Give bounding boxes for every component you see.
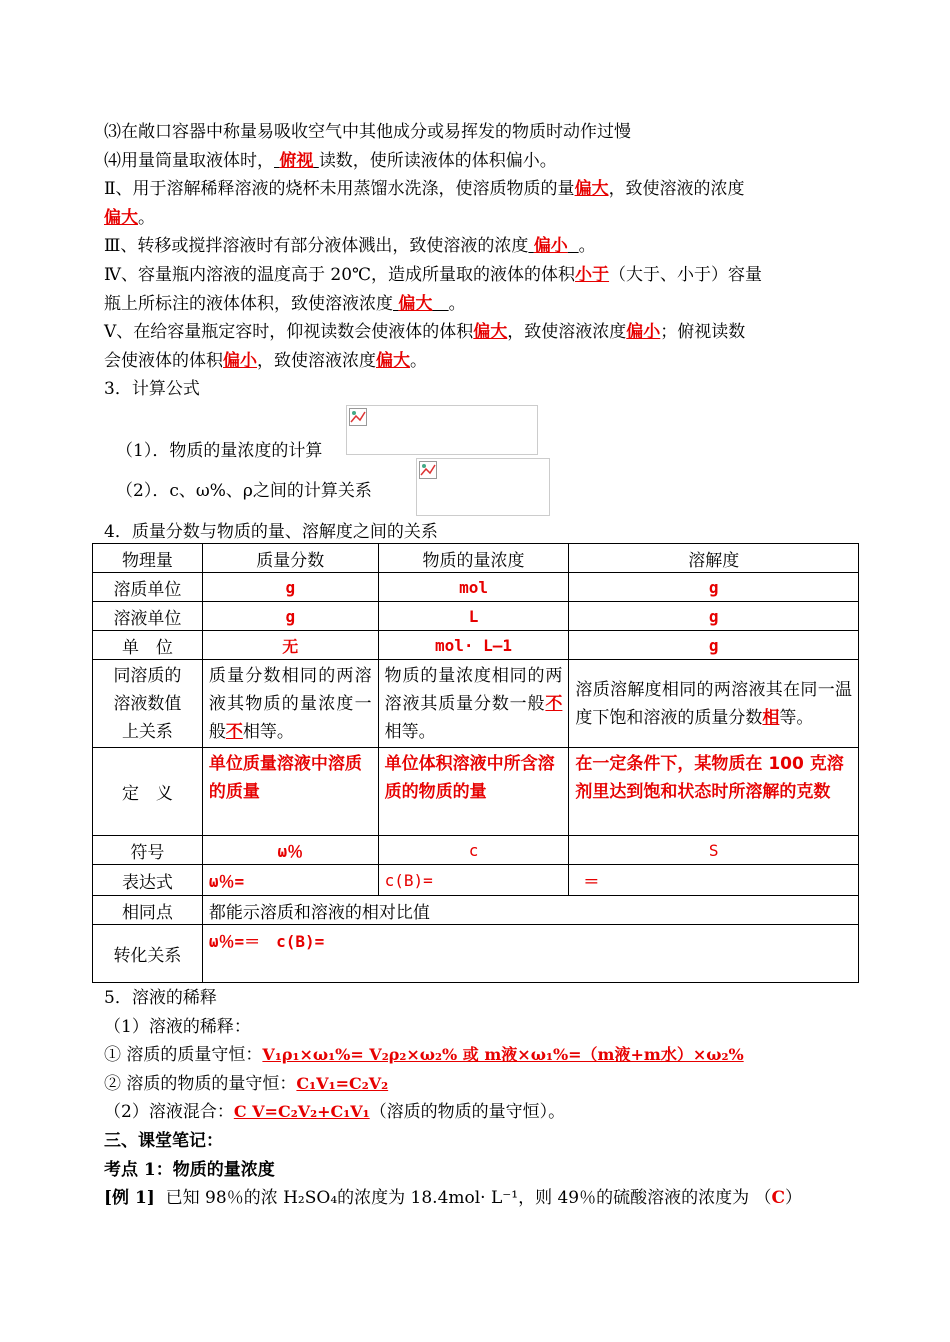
label-line: 上关系 <box>121 721 173 742</box>
error-V-mid3: ，致使溶液浓度 <box>257 350 376 371</box>
table-header-row <box>93 544 859 573</box>
table-cell: 在一定条件下，某物质在 100 克溶剂里达到饱和状态时所溶解的克数 <box>569 748 859 836</box>
cell-text: 质量分数相同的两溶液其物质的量浓度一般 <box>208 665 372 742</box>
table-row <box>93 925 859 983</box>
table-row <box>93 865 859 896</box>
example-1 <box>104 1184 856 1213</box>
answer-blank: 俯视 <box>279 150 314 171</box>
table-cell: ω％=＝ c(B)= <box>202 925 858 983</box>
error-item-3: ⑶在敞口容器中称量易吸收空气中其他成分或易挥发的物质时动作过慢 <box>104 122 631 142</box>
table-cell: 单位质量溶液中溶质的质量 <box>202 748 378 836</box>
broken-image-icon <box>349 408 367 426</box>
error-IV-pre: Ⅳ、容量瓶内溶液的温度高于 20℃，造成所量取的液体的体积 <box>104 264 576 285</box>
error-IV-line2: 瓶上所标注的液体体积，致使溶液浓度 <box>104 293 393 314</box>
table-cell: 都能示溶质和溶液的相对比值 <box>202 896 858 925</box>
punct: 。 <box>138 207 155 228</box>
dilution-law2 <box>104 1070 856 1099</box>
table-cell: mol· L—1 <box>378 631 569 660</box>
law-label: ② 溶质的物质的量守恒： <box>104 1073 297 1094</box>
document-body <box>104 118 856 404</box>
table-row <box>93 573 859 602</box>
blank-underline <box>568 236 579 256</box>
error-item-IV-cont <box>104 290 856 319</box>
answer-blank: 相 <box>762 707 780 728</box>
error-V-line2: 会使液体的体积 <box>104 350 223 371</box>
row-label <box>93 660 203 748</box>
formula-image-2 <box>416 458 550 516</box>
formula-item-2: （2）．c、ω%、ρ之间的计算关系 <box>116 481 372 501</box>
dilution-law1 <box>104 1041 856 1070</box>
paren: ） <box>785 1188 803 1209</box>
example-answer: C <box>771 1188 786 1209</box>
table-cell <box>378 660 569 748</box>
table-cell: S <box>569 836 859 865</box>
error-4-post: 读数，使所读液体的体积偏小。 <box>318 150 557 171</box>
example-text: 已知 98％的浓 H₂SO₄的浓度为 18.4mol· L⁻¹，则 49％的硫酸溶液的浓度为 <box>165 1188 750 1209</box>
table-cell: g <box>202 602 378 631</box>
row-label: 定 义 <box>93 748 203 836</box>
cell-text: 等。 <box>779 707 814 728</box>
table-cell: g <box>569 631 859 660</box>
answer-blank: 偏小 <box>626 322 661 343</box>
row-label: 符号 <box>93 836 203 865</box>
example-label: [例 1] <box>104 1188 155 1209</box>
table-header: 物质的量浓度 <box>378 544 569 573</box>
table-cell: ω％ <box>202 836 378 865</box>
punct: 。 <box>578 236 596 257</box>
answer-formula: C₁V₁=C₂V₂ <box>296 1073 389 1093</box>
cell-text: 溶质溶解度相同的两溶液其在同一温度下饱和溶液的质量分数 <box>575 679 852 728</box>
formula-item-1: （1）．物质的量浓度的计算 <box>116 441 323 461</box>
answer-blank: 偏大 <box>473 322 508 343</box>
broken-image-icon <box>419 461 437 479</box>
error-V-pre: Ⅴ、在给容量瓶定容时，仰视读数会使液体的体积 <box>104 322 474 343</box>
error-V-mid2: ；俯视读数 <box>660 322 746 343</box>
notes-heading: 三、课堂笔记： <box>104 1130 223 1151</box>
table-row <box>93 748 859 836</box>
table-row <box>93 631 859 660</box>
label-line: 溶液数值 <box>113 693 182 714</box>
formula-image-1 <box>346 405 538 455</box>
cell-text: 相等。 <box>384 721 436 742</box>
error-item-III <box>104 232 856 261</box>
table-cell: ω％= <box>202 865 378 896</box>
table-cell: g <box>202 573 378 602</box>
dilution-mix <box>104 1098 856 1127</box>
table-cell: ＝ <box>569 865 859 896</box>
row-label: 溶液单位 <box>93 602 203 631</box>
error-IV-mid: （大于、小于）容量 <box>609 264 763 285</box>
cell-text: 相等。 <box>242 721 294 742</box>
table-row <box>93 660 859 748</box>
error-II-mid: ，致使溶液的浓度 <box>608 179 745 200</box>
table-row <box>93 836 859 865</box>
dilution-sub1: （1）溶液的稀释： <box>104 1016 251 1037</box>
answer-blank: 偏小 <box>223 350 257 371</box>
blank-underline <box>432 294 448 314</box>
answer-blank: 偏大 <box>104 207 138 228</box>
point-1-heading: 考点 1：物质的量浓度 <box>104 1159 275 1180</box>
label-line: 同溶质的 <box>113 665 182 686</box>
section-5-heading: 5．溶液的稀释 <box>104 988 217 1008</box>
paren: （ <box>754 1188 772 1209</box>
answer-formula: C V=C₂V₂+C₁V₁ <box>233 1102 370 1122</box>
row-label: 转化关系 <box>93 925 203 983</box>
section-3-heading: 3．计算公式 <box>104 379 200 400</box>
answer-formula: V₁ρ₁×ω₁%= V₂ρ₂×ω₂% 或 m液×ω₁%=（m液+m水）×ω₂% <box>262 1045 744 1065</box>
error-III-pre: Ⅲ、转移或搅拌溶液时有部分液体溅出，致使溶液的浓度 <box>104 236 529 257</box>
error-4-pre: ⑷用量筒量取液体时， <box>104 150 274 171</box>
error-item-4 <box>104 147 856 176</box>
table-cell: mol <box>378 573 569 602</box>
row-label: 溶质单位 <box>93 573 203 602</box>
law-label: （2）溶液混合： <box>104 1102 234 1123</box>
answer-blank: 小于 <box>575 264 610 285</box>
table-cell <box>569 660 859 748</box>
row-label: 单 位 <box>93 631 203 660</box>
error-item-II <box>104 175 856 204</box>
row-label: 表达式 <box>93 865 203 896</box>
punct: 。 <box>448 293 466 314</box>
punct: 。 <box>410 350 427 371</box>
law-note: （溶质的物质的量守恒）。 <box>369 1102 566 1123</box>
section-4-heading: 4．质量分数与物质的量、溶解度之间的关系 <box>104 522 438 542</box>
table-cell: c(B)= <box>378 865 569 896</box>
error-V-mid: ，致使溶液浓度 <box>507 322 627 343</box>
law-label: ① 溶质的质量守恒： <box>104 1045 263 1066</box>
answer-blank: 不 <box>225 721 243 742</box>
error-item-II-cont <box>104 204 856 233</box>
table-cell: 无 <box>202 631 378 660</box>
row-label: 相同点 <box>93 896 203 925</box>
table-cell: g <box>569 602 859 631</box>
table-cell: g <box>569 573 859 602</box>
table-cell: c <box>378 836 569 865</box>
table-header: 物理量 <box>93 544 203 573</box>
answer-blank: 不 <box>545 693 563 714</box>
table-header: 溶解度 <box>569 544 859 573</box>
dilution-section <box>104 984 856 1213</box>
table-row <box>93 896 859 925</box>
error-II-pre: Ⅱ、用于溶解稀释溶液的烧杯未用蒸馏水洗涤，使溶质物质的量 <box>104 179 575 200</box>
table-cell: 单位体积溶液中所含溶质的物质的量 <box>378 748 569 836</box>
answer-blank: 偏大 <box>574 179 609 200</box>
error-item-V <box>104 318 856 347</box>
table-row <box>93 602 859 631</box>
table-cell <box>202 660 378 748</box>
error-item-V-cont <box>104 347 856 376</box>
answer-blank: 偏小 <box>533 236 568 257</box>
table-header: 质量分数 <box>202 544 378 573</box>
table-cell: L <box>378 602 569 631</box>
relation-table <box>92 543 859 983</box>
cell-text: 物质的量浓度相同的两溶液其质量分数一般 <box>384 665 563 714</box>
answer-blank: 偏大 <box>398 293 433 314</box>
answer-blank: 偏大 <box>376 350 410 371</box>
error-item-IV <box>104 261 856 290</box>
